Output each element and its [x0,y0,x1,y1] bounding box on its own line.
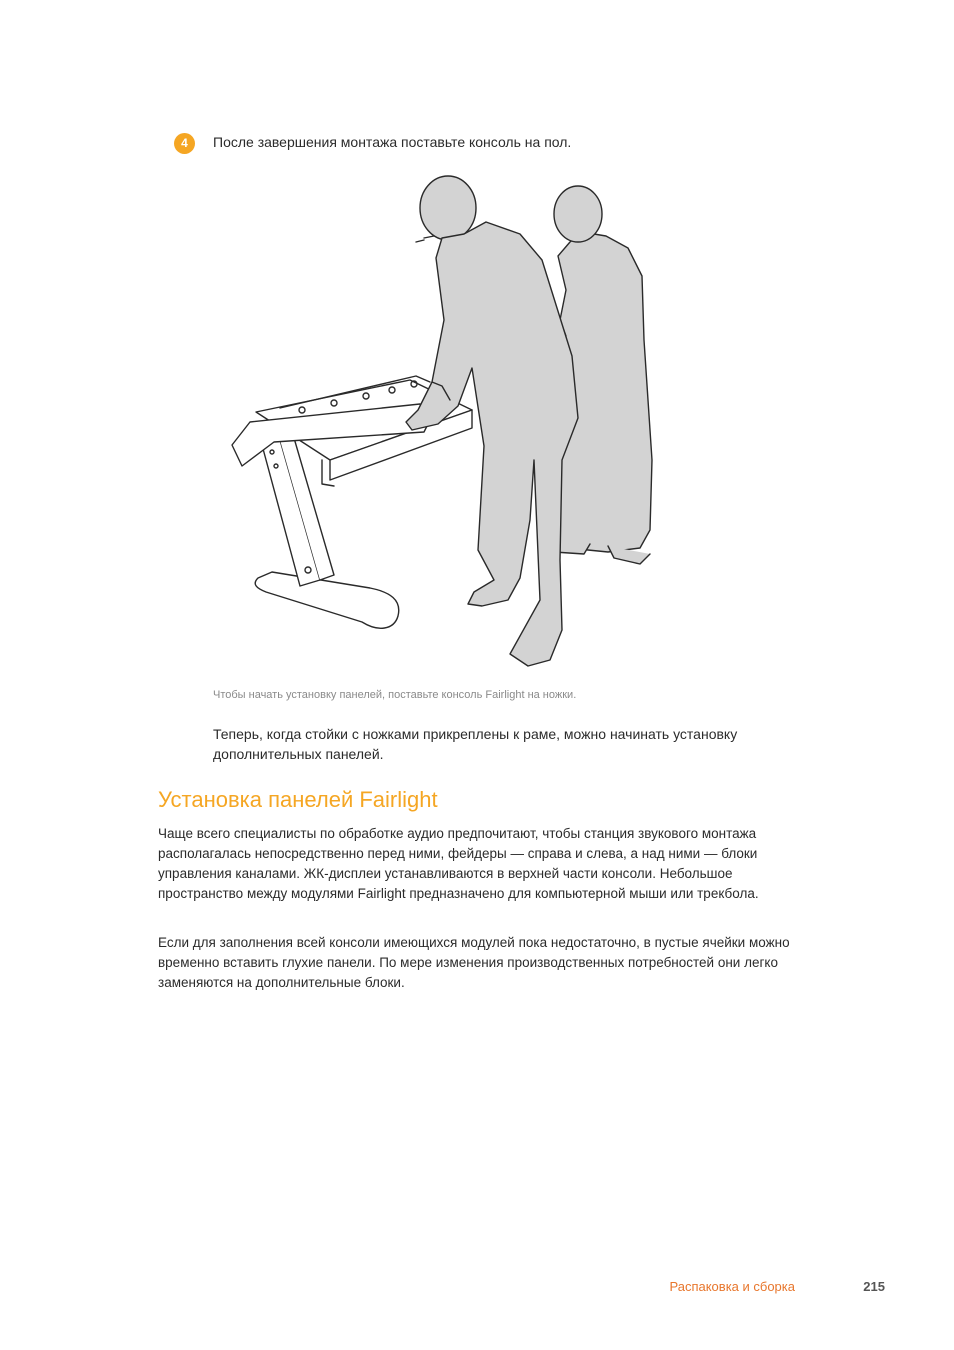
step-instruction: После завершения монтажа поставьте консоль на пол. [213,134,572,150]
section-paragraph: Если для заполнения всей консоли имеющихся модулей пока недостаточно, в пустые ячейки можно временно вставить глухие панели. По мере изменения производственных потребностей они легко заменяются на дополнительные блоки. [158,935,790,990]
footer-page-number: 215 [863,1279,885,1294]
figure-caption: Чтобы начать установку панелей, поставьте консоль Fairlight на ножки. [213,689,577,701]
footer-section-name: Распаковка и сборка [669,1279,795,1294]
section-heading: Установка панелей Fairlight [158,787,438,812]
intro-paragraph: Теперь, когда стойки с ножками прикреплены к раме, можно начинать установку дополнительных панелей. [213,726,738,762]
section-paragraph: Чаще всего специалисты по обработке аудио предпочитают, чтобы станция звукового монтажа располагалась непосредственно перед ними, фейдеры — справа и слева, а над ними — блоки управления каналами. ЖК-дисплеи устанавливаются в верхней части консоли. Небольшое пространство между модулями Fairlight предназначено для компьютерной мыши или трекбола. [158,826,759,901]
console-installation-illustration [210,160,670,685]
step-number-badge: 4 [174,133,195,154]
